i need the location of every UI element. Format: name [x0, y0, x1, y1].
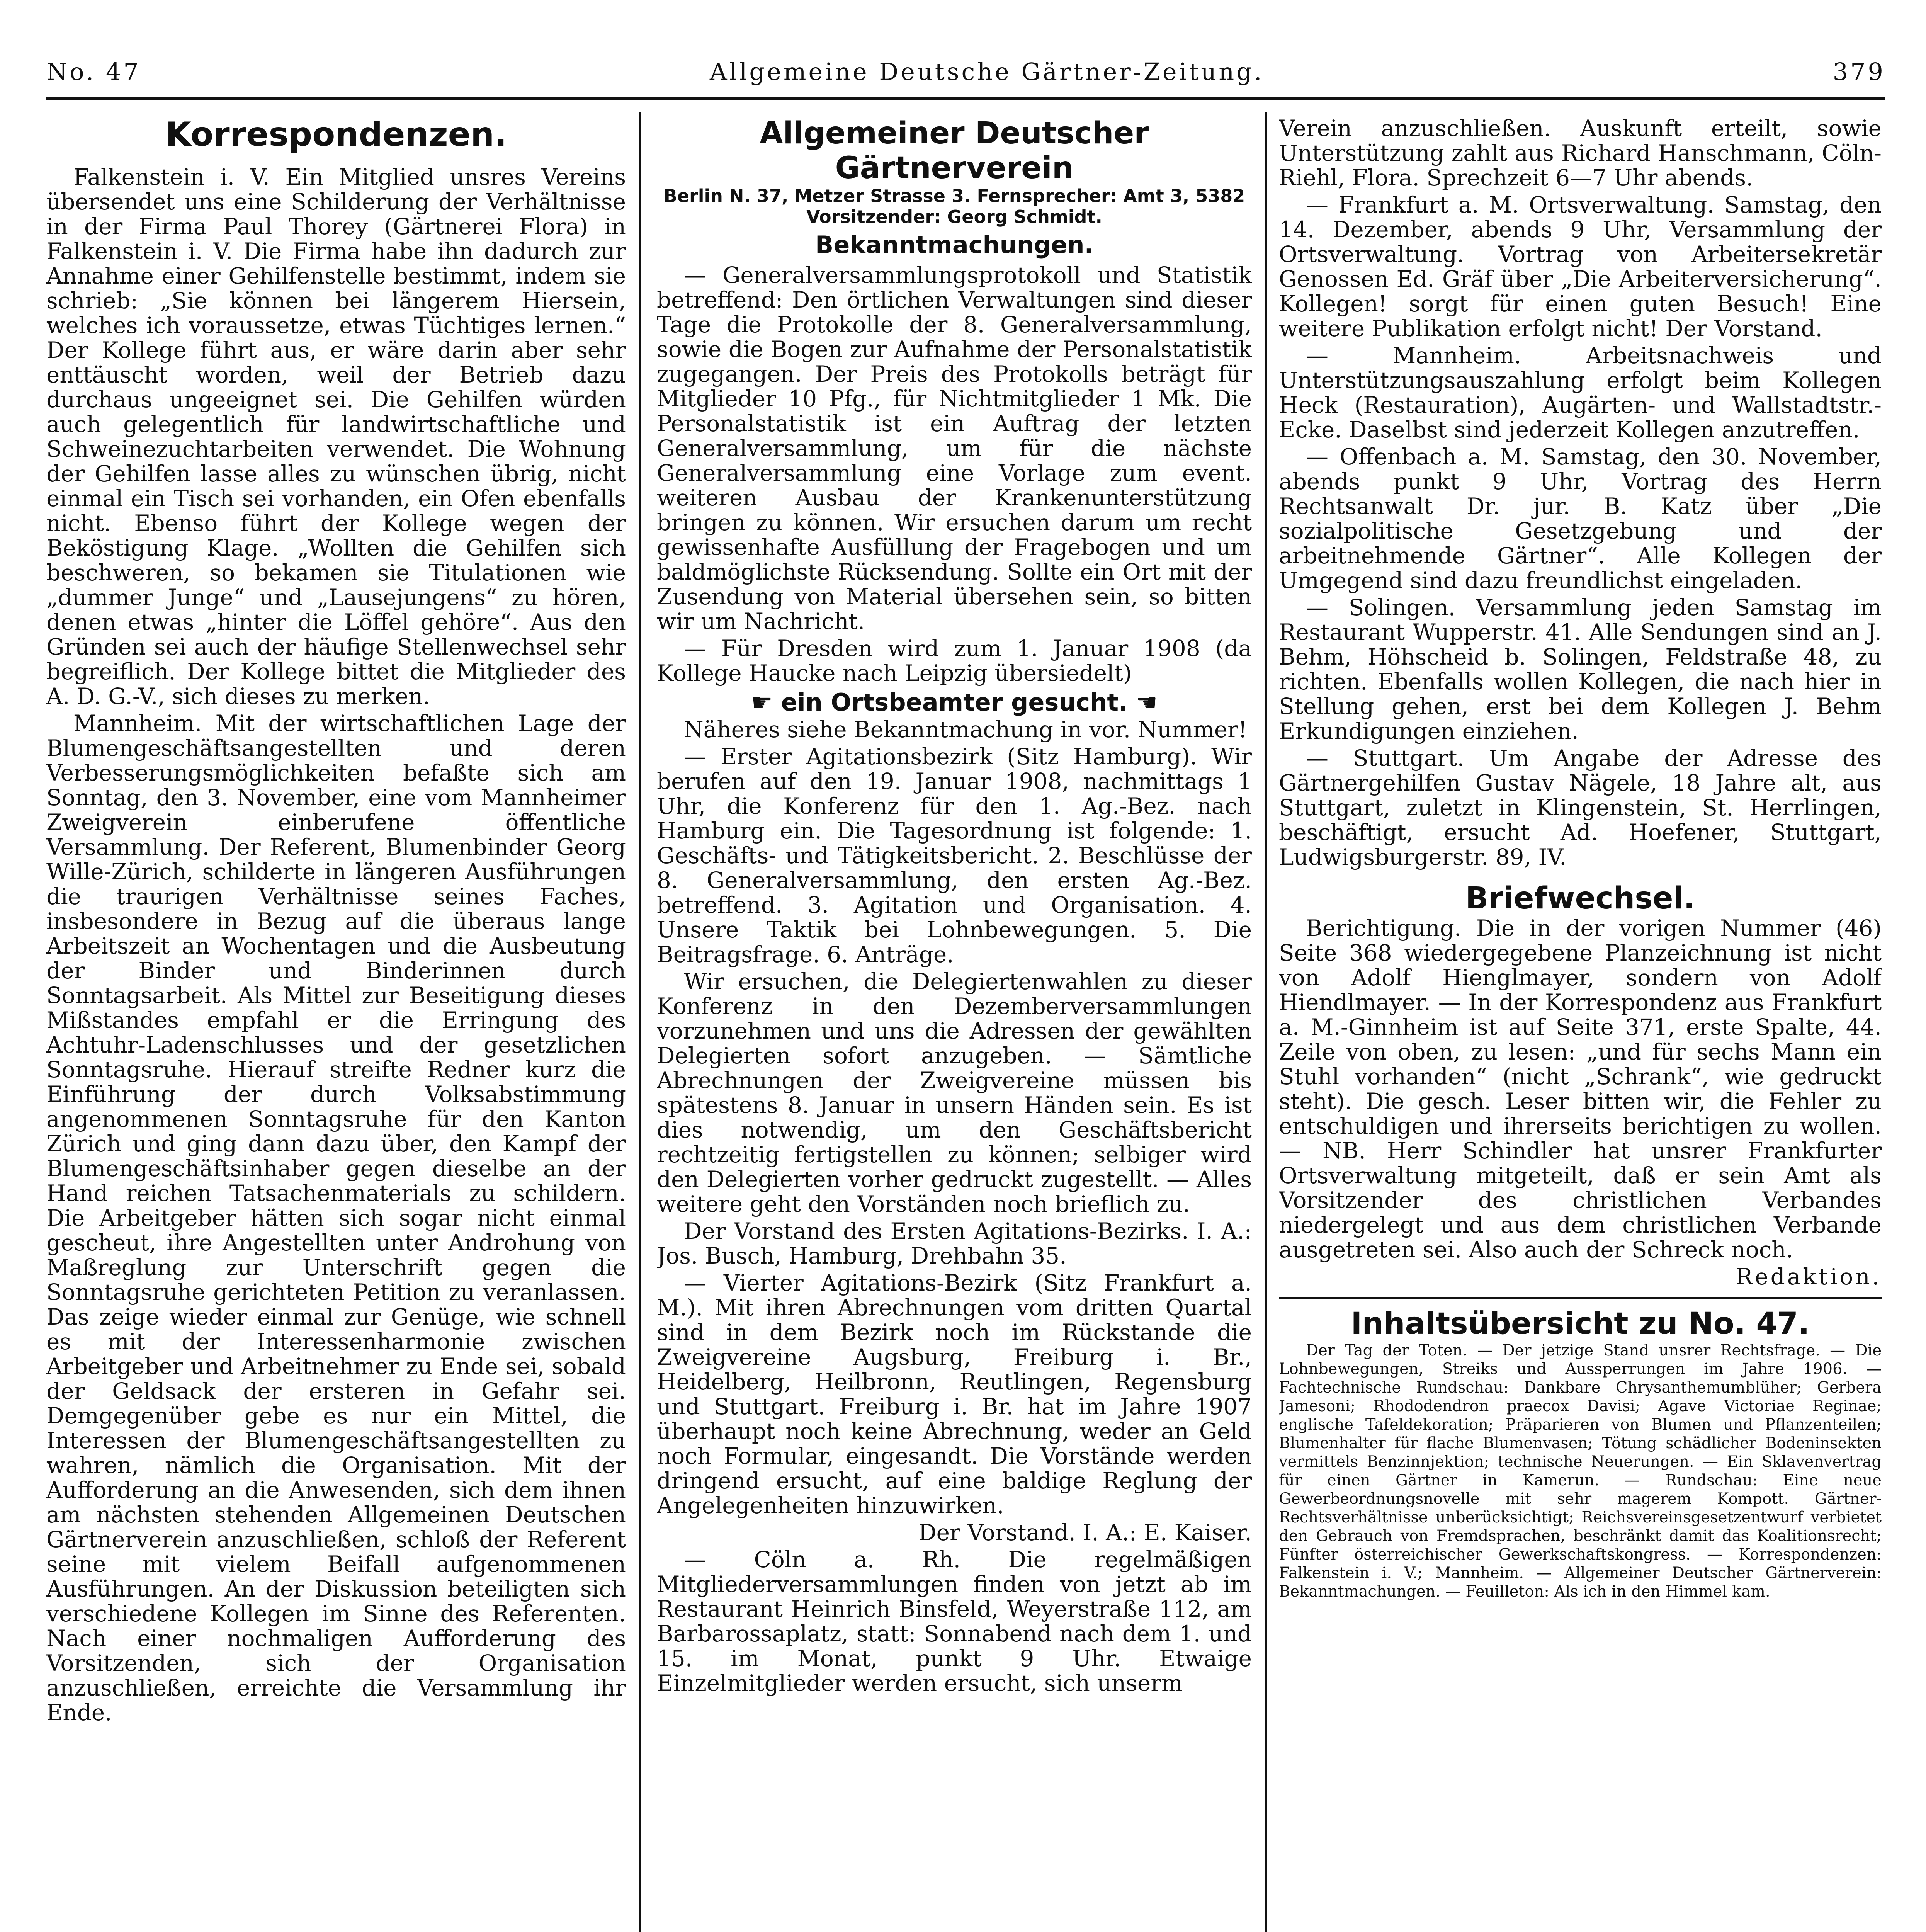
- notice-mannheim: — Mannheim. Arbeitsnachweis und Unterstützungsauszahlung erfolgt beim Kollegen Heck (Restauration), Augärten- und Wallstadtstr.-Ecke. Daselbst sind jederzeit Kollegen anzutreffen.: [1279, 342, 1882, 443]
- briefwechsel-text: Berichtigung. Die in der vorigen Nummer (46) Seite 368 wiedergegebene Planzeichnung ist nicht von Adolf Hienglmayer, sondern von Adolf Hiendlmayer. — In der Korrespondenz aus Frankfurt a. M.-Ginnheim ist auf Seite 371, erste Spalte, 44. Zeile von oben, zu lesen: „und für sechs Mann ein Stuhl vorhanden“ (nicht „Schrank“, wie gedruckt steht). Die gesch. Leser bitten wir, die Fehler zu entschuldigen und ihrerseits berichtigen zu wollen. — NB. Herr Schindler hat unsrer Frankfurter Ortsverwaltung mitgeteilt, daß er sein Amt als Vorsitzender des christlichen Verbandes niedergelegt und aus dem christlichen Verbande ausgetreten sei. Also auch der Schreck noch.: [1279, 915, 1882, 1263]
- pointing-hand-icon: ☚: [1127, 688, 1158, 716]
- section-subheading-bekanntmachungen: Bekanntmachungen.: [815, 231, 1094, 259]
- notice-signature-busch: Der Vorstand des Ersten Agitations-Bezirks. I. A.: Jos. Busch, Hamburg, Drehbahn 35.: [657, 1218, 1252, 1269]
- column-korrespondenzen: [46, 116, 626, 1932]
- notice-frankfurt: — Frankfurt a. M. Ortsverwaltung. Samstag, den 14. Dezember, abends 9 Uhr, Versammlung der Ortsverwaltung. Vortrag von Arbeitersekretär Genossen Ed. Gräf über „Die Arbeiterversicherung“. Kollegen! sorgt für einen guten Besuch! Eine weitere Publikation erfolgt nicht! Der Vorstand.: [1279, 192, 1882, 342]
- column-divider-1: [639, 112, 641, 1932]
- page-header: [46, 46, 1885, 100]
- newspaper-title: Allgemeine Deutsche Gärtner-Zeitung.: [709, 57, 1264, 86]
- notice-erster-bezirk: — Erster Agitationsbezirk (Sitz Hamburg). Wir berufen auf den 19. Januar 1908, nachmittags 1 Uhr, die Konferenz für den 1. Ag.-Bez. nach Hamburg ein. Die Tagesordnung ist folgende: 1. Geschäfts- und Tätigkeitsbericht. 2. Beschlüsse der 8. Generalversammlung, den ersten Ag.-Bez. betreffend. 3. Agitation und Organisation. 4. Unsere Taktik bei Lohnbewegungen. 5. Die Beitragsfrage. 6. Anträge.: [657, 743, 1252, 968]
- section-heading-briefwechsel: Briefwechsel.: [1465, 881, 1695, 916]
- section-heading-korrespondenzen: Korrespondenzen.: [165, 116, 507, 154]
- section-heading-inhalt: Inhaltsübersicht zu No. 47.: [1351, 1306, 1810, 1341]
- section-heading-verein: Allgemeiner Deutscher Gärtnerverein: [760, 116, 1149, 185]
- article-falkenstein: Falkenstein i. V. Ein Mitglied unsres Vereins übersendet uns eine Schilderung der Verhältnisse in der Firma Paul Thorey (Gärtnerei Flora) in Falkenstein i. V. Die Firma habe ihn dadurch zur Annahme einer Gehilfenstelle bestimmt, indem sie schrieb: „Sie können bei längerem Hiersein, welches ich voraussetze, etwas Tüchtiges lernen.“ Der Kollege führt aus, er wäre darin aber sehr enttäuscht worden, weil der Betrieb dazu durchaus ungeeignet sei. Die Gehilfen würden auch gelegentlich für landwirtschaftliche und Schweinezuchtarbeiten verwendet. Die Wohnung der Gehilfen lasse alles zu wünschen übrig, nicht einmal ein Tisch sei vorhanden, ein Ofen ebenfalls nicht. Ebenso führt der Kollege wegen der Beköstigung Klage. „Wollten die Gehilfen sich beschweren, so bekamen sie Titulationen wie „dummer Junge“ und „Lausejungens“ zu hören, denen etwas „hinter die Löffel gehöre“. Aus den Gründen sei auch der häufige Stellenwechsel sehr begreiflich. Der Kollege bittet die Mitglieder des A. D. G.-V., sich dieses zu merken.: [46, 164, 626, 709]
- column-divider-2: [1265, 112, 1267, 1932]
- notice-naeheres: Näheres siehe Bekanntmachung in vor. Nummer!: [684, 716, 1248, 743]
- notice-solingen: — Solingen. Versammlung jeden Samstag im Restaurant Wupperstr. 41. Alle Sendungen sind an J. Behm, Höhscheid b. Solingen, Feldstraße 48, zu richten. Ebenfalls wollen Kollegen, die nach hier in Stellung gehen, erst bei dem Kollegen J. Behm Erkundigungen einziehen.: [1279, 594, 1882, 744]
- notice-stuttgart: — Stuttgart. Um Angabe der Adresse des Gärtnergehilfen Gustav Nägele, 18 Jahre alt, aus Stuttgart, zuletzt in Klingenstein, St. Herrlingen, beschäftigt, ersucht Ad. Hoefener, Stuttgart, Ludwigsburgerstr. 89, IV.: [1279, 745, 1882, 870]
- notice-delegierte: Wir ersuchen, die Delegiertenwahlen zu dieser Konferenz in den Dezemberversammlungen vorzunehmen und uns die Adressen der gewählten Delegierten sofort anzugeben. — Sämtliche Abrechnungen der Zweigvereine müssen bis spätestens 8. Januar in unsern Händen sein. Es ist dies notwendig, um den Geschäftsbericht rechtzeitig fertigstellen zu können; selbiger wird den Delegierten vorher gedruckt zugestellt. — Alles weitere geht den Vorständen noch brieflich zu.: [657, 968, 1252, 1217]
- issue-number: No. 47: [46, 57, 141, 86]
- pointing-hand-icon: ☛: [751, 688, 781, 716]
- notice-generalversammlung: — Generalversammlungsprotokoll und Statistik betreffend: Den örtlichen Verwaltungen sind dieser Tage die Protokolle der 8. Generalversammlung, sowie die Bogen zur Aufnahme der Personalstatistik zugegangen. Der Preis des Protokolls beträgt für Mitglieder 10 Pfg., für Nichtmitglieder 1 Mk. Die Personalstatistik ist ein Auftrag der letzten Generalversammlung, um für die nächste Generalversammlung eine Vorlage zum event. weiteren Ausbau der Krankenunterstützung bringen zu können. Wir ersuchen darum um recht gewissenhafte Ausfüllung der Fragebogen und um baldmöglichste Rücksendung. Sollte ein Ort mit der Zusendung von Material übersehen sein, so bitten wir um Nachricht.: [657, 262, 1252, 634]
- verein-address: Berlin N. 37, Metzer Strasse 3. Fernsprecher: Amt 3, 5382: [663, 185, 1245, 206]
- column-right: [1279, 116, 1882, 1932]
- notice-coeln: — Cöln a. Rh. Die regelmäßigen Mitgliederversammlungen finden von jetzt ab im Restaurant Heinrich Binsfeld, Weyerstraße 112, am Barbarossaplatz, statt: Sonnabend nach dem 1. und 15. im Monat, punkt 9 Uhr. Etwaige Einzelmitglieder werden ersucht, sich unserm: [657, 1546, 1252, 1696]
- briefwechsel-signature: Redaktion.: [1736, 1264, 1882, 1290]
- page-number: 379: [1833, 57, 1885, 86]
- notice-offenbach: — Offenbach a. M. Samstag, den 30. November, abends punkt 9 Uhr, Vortrag des Herrn Rechtsanwalt Dr. jur. B. Katz über „Die sozialpolitische Gesetzgebung und der arbeitnehmende Gärtner“. Alle Kollegen der Umgegend sind dazu freundlichst eingeladen.: [1279, 444, 1882, 594]
- divider: [1279, 1297, 1882, 1299]
- notice-ortsbeamter: ☛ ein Ortsbeamter gesucht. ☚: [751, 688, 1158, 716]
- verein-chair: Vorsitzender: Georg Schmidt.: [806, 206, 1102, 227]
- notice-vierter-bezirk: — Vierter Agitations-Bezirk (Sitz Frankfurt a. M.). Mit ihren Abrechnungen vom dritten Quartal sind in dem Bezirk noch im Rückstande die Zweigvereine Augsburg, Freiburg i. Br., Heidelberg, Heilbronn, Reutlingen, Regensburg und Stuttgart. Freiburg i. Br. hat im Jahre 1907 überhaupt noch keine Abrechnung, weder an Geld noch Formular, eingesandt. Die Vorstände werden dringend ersucht, auf eine baldige Reglung der Angelegenheiten hinzuwirken.: [657, 1270, 1252, 1519]
- table-of-contents: Der Tag der Toten. — Der jetzige Stand unsrer Rechtsfrage. — Die Lohnbewegungen, Streiks und Aussperrungen im Jahre 1906. — Fachtechnische Rundschau: Dankbare Chrysanthemumblüher; Gerbera Jamesoni; Rhododendron praecox Davisi; Agave Victoriae Reginae; englische Tafeldekoration; Präparieren von Blumen und Pflanzenteilen; Blumenhalter für flache Blumenvasen; Tötung schädlicher Bodeninsekten vermittels Benzinnjektion; technische Neuerungen. — Ein Sklavenvertrag für einen Gärtner in Kamerun. — Rundschau: Eine neue Gewerbeordnungsnovelle mit sehr magerem Kompott. Gärtner-Rechtsverhältnisse unberücksichtigt; Reichsvereinsgesetzentwurf verbietet den Gebrauch von Fremdsprachen, beschränkt damit das Koalitionsrecht; Fünfter österreichischer Gewerkschaftskongress. — Korrespondenzen: Falkenstein i. V.; Mannheim. — Allgemeiner Deutscher Gärtnerverein: Bekanntmachungen. — Feuilleton: Als ich in den Himmel kam.: [1279, 1342, 1882, 1600]
- notice-coeln-cont: Verein anzuschließen. Auskunft erteilt, sowie Unterstützung zahlt aus Richard Hanschmann, Cöln-Riehl, Flora. Sprechzeit 6—7 Uhr abends.: [1279, 116, 1882, 191]
- notice-signature-kaiser: Der Vorstand. I. A.: E. Kaiser.: [918, 1519, 1252, 1546]
- article-mannheim: Mannheim. Mit der wirtschaftlichen Lage der Blumengeschäftsangestellten und deren Verbesserungsmöglichkeiten befaßte sich am Sonntag, den 3. November, eine vom Mannheimer Zweigverein einberufene öffentliche Versammlung. Der Referent, Blumenbinder Georg Wille-Zürich, schilderte in längeren Ausführungen die traurigen Verhältnisse seines Faches, insbesondere in Bezug auf die überaus lange Arbeitszeit an Wochentagen und die Ausbeutung der Binder und Binderinnen durch Sonntagsarbeit. Als Mittel zur Beseitigung dieses Mißstandes empfahl er die Erringung des Achtuhr-Ladenschlusses und der gesetzlichen Sonntagsruhe. Hierauf streifte Redner kurz die Einführung der durch Volksabstimmung angenommenen Sonntagsruhe für den Kanton Zürich und ging dann dazu über, den Kampf der Blumengeschäftsinhaber gegen dieselbe an der Hand reichen Tatsachenmaterials zu schildern. Die Arbeitgeber hätten sich sogar nicht einmal gescheut, ihre Angestellten unter Androhung von Maßreglung zur Unterschrift gegen die Sonntagsruhe gerichteten Petition zu veranlassen. Das zeige wieder einmal zur Genüge, wie schnell es mit der Interessenharmonie zwischen Arbeitgeber und Arbeitnehmer zu Ende sei, sobald der Geldsack der ersteren in Gefahr sei. Demgegenüber gebe es nur ein Mittel, die Interessen der Blumengeschäftsangestellten zu wahren, nämlich die Organisation. Mit der Aufforderung an die Anwesenden, sich dem ihnen am nächsten stehenden Allgemeinen Deutschen Gärtnerverein anzuschließen, schloß der Referent seine mit vielem Beifall aufgenommenen Ausführungen. An der Diskussion beteiligten sich verschiedene Kollegen im Sinne des Referenten. Nach einer nochmaligen Aufforderung des Vorsitzenden, sich der Organisation anzuschließen, erreichte die Versammlung ihr Ende.: [46, 710, 626, 1726]
- column-gaertnerverein: [657, 116, 1252, 1932]
- notice-dresden: — Für Dresden wird zum 1. Januar 1908 (da Kollege Haucke nach Leipzig übersiedelt): [657, 635, 1252, 686]
